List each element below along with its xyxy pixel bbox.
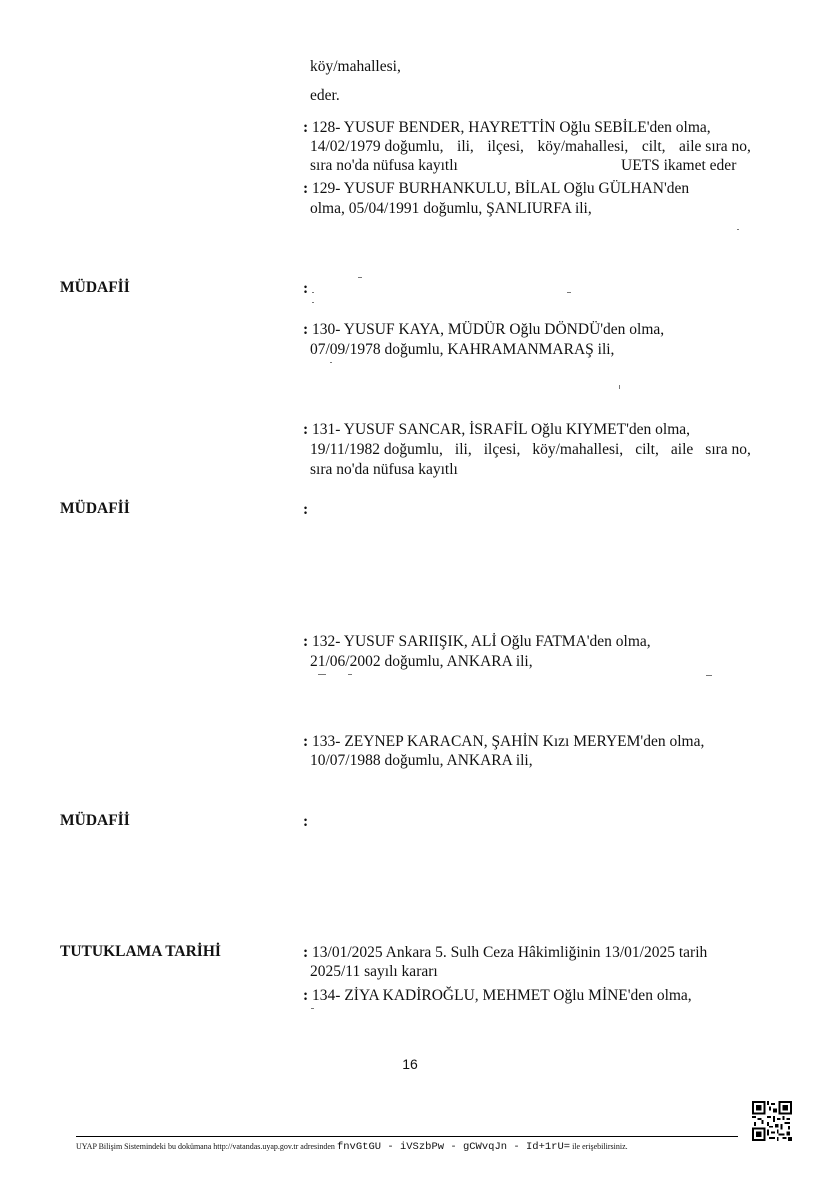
scan-speck <box>737 229 739 230</box>
colon: : <box>303 733 309 750</box>
entry-132-line2: 21/06/2002 doğumlu, ANKARA ili, <box>310 653 533 670</box>
entry-132-line1 <box>303 632 651 652</box>
entry-130-line1 <box>303 320 664 340</box>
entry-131-line2 <box>310 440 751 460</box>
colon: : <box>303 180 309 197</box>
scan-speck <box>312 302 314 303</box>
colon: : <box>303 987 309 1004</box>
footer-text <box>76 1141 628 1153</box>
entry-128-line3a: sıra no'da nüfusa kayıtlı <box>310 157 458 174</box>
entry-128-word: 14/02/1979 doğumlu, <box>310 138 444 155</box>
colon: : <box>303 944 309 961</box>
entry-133-name: 133- ZEYNEP KARACAN, ŞAHİN Kızı MERYEM'den olma, <box>312 733 705 750</box>
page-number: 16 <box>402 1056 418 1072</box>
scan-speck <box>358 277 362 278</box>
entry-128-line1 <box>303 118 711 138</box>
tutuklama-tarihi-label: TUTUKLAMA TARİHİ <box>60 943 221 960</box>
entry-128-name: 128- YUSUF BENDER, HAYRETTİN Oğlu SEBİLE'den olma, <box>312 119 711 136</box>
entry-131-word: 19/11/1982 doğumlu, <box>310 441 443 458</box>
entry-131-word: sıra no, <box>705 441 751 458</box>
tutuklama-line1 <box>303 943 707 963</box>
footer-suffix: ile erişebilirsiniz. <box>572 1142 628 1151</box>
tutuklama-text: 13/01/2025 Ankara 5. Sulh Ceza Hâkimliğinin 13/01/2025 tarih <box>312 944 708 961</box>
entry-131-word: köy/mahallesi, <box>532 441 624 458</box>
entry-131-word: ilçesi, <box>483 441 521 458</box>
entry-130-name: 130- YUSUF KAYA, MÜDÜR Oğlu DÖNDÜ'den olma, <box>312 321 665 338</box>
scan-speck <box>567 292 571 293</box>
mudafi-label: MÜDAFİİ <box>60 279 130 296</box>
entry-129-line1 <box>303 179 689 199</box>
entry-128-line3b: UETS ikamet eder <box>621 157 737 174</box>
entry-128-word: ilçesi, <box>487 138 524 155</box>
footer-prefix: UYAP Bilişim Sistemindeki bu dokümana http://vatandas.uyap.gov.tr adresinden <box>76 1142 335 1151</box>
entry-131-line1 <box>303 420 690 440</box>
mudafi-label: MÜDAFİİ <box>60 812 130 829</box>
entry-131-line3: sıra no'da nüfusa kayıtlı <box>310 461 458 478</box>
scan-speck <box>311 1008 314 1009</box>
entry-131-word: cilt, <box>635 441 659 458</box>
entry-128-word: cilt, <box>641 138 666 155</box>
mudafi-colon: : <box>303 501 309 518</box>
line-koy-mahallesi: köy/mahallesi, <box>310 58 401 75</box>
entry-131-word: aile <box>670 441 694 458</box>
colon: : <box>303 421 309 438</box>
scan-speck <box>619 385 620 389</box>
scan-speck <box>706 675 712 676</box>
colon: : <box>303 119 309 136</box>
line-cut-text <box>310 87 340 105</box>
entry-128-line2 <box>310 137 751 157</box>
entry-133-line1 <box>303 732 704 752</box>
scan-speck <box>348 674 352 675</box>
entry-129-line2: olma, 05/04/1991 doğumlu, ŞANLIURFA ili, <box>310 200 592 217</box>
scan-speck <box>330 362 332 363</box>
entry-128-word: aile sıra no, <box>679 138 751 155</box>
entry-130-line2: 07/09/1978 doğumlu, KAHRAMANMARAŞ ili, <box>310 341 615 358</box>
entry-134-name: 134- ZİYA KADİROĞLU, MEHMET Oğlu MİNE'den olma, <box>312 987 692 1004</box>
entry-129-name: 129- YUSUF BURHANKULU, BİLAL Oğlu GÜLHAN'den <box>312 180 690 197</box>
qr-code-icon <box>752 1101 792 1141</box>
colon: : <box>303 321 309 338</box>
mudafi-colon: : <box>303 813 309 830</box>
entry-132-name: 132- YUSUF SARIIŞIK, ALİ Oğlu FATMA'den olma, <box>312 633 651 650</box>
scan-speck <box>312 292 314 293</box>
colon: : <box>303 633 309 650</box>
mudafi-label: MÜDAFİİ <box>60 500 130 517</box>
mudafi-colon: : <box>303 280 309 297</box>
scan-speck <box>318 674 326 675</box>
entry-131-name: 131- YUSUF SANCAR, İSRAFİL Oğlu KIYMET'den olma, <box>312 421 691 438</box>
entry-128-word: ili, <box>457 138 474 155</box>
entry-131-word: ili, <box>454 441 472 458</box>
footer-rule <box>76 1136 738 1137</box>
line-cut-word: eder. <box>310 87 340 104</box>
footer-access-code: fnvGtGU - iVSzbPw - gCWvqJn - Id+1rU= <box>336 1141 571 1153</box>
entry-133-line2: 10/07/1988 doğumlu, ANKARA ili, <box>310 752 533 769</box>
tutuklama-line2: 2025/11 sayılı kararı <box>310 963 438 980</box>
entry-128-word: köy/mahallesi, <box>537 138 629 155</box>
entry-134-line1 <box>303 986 692 1006</box>
